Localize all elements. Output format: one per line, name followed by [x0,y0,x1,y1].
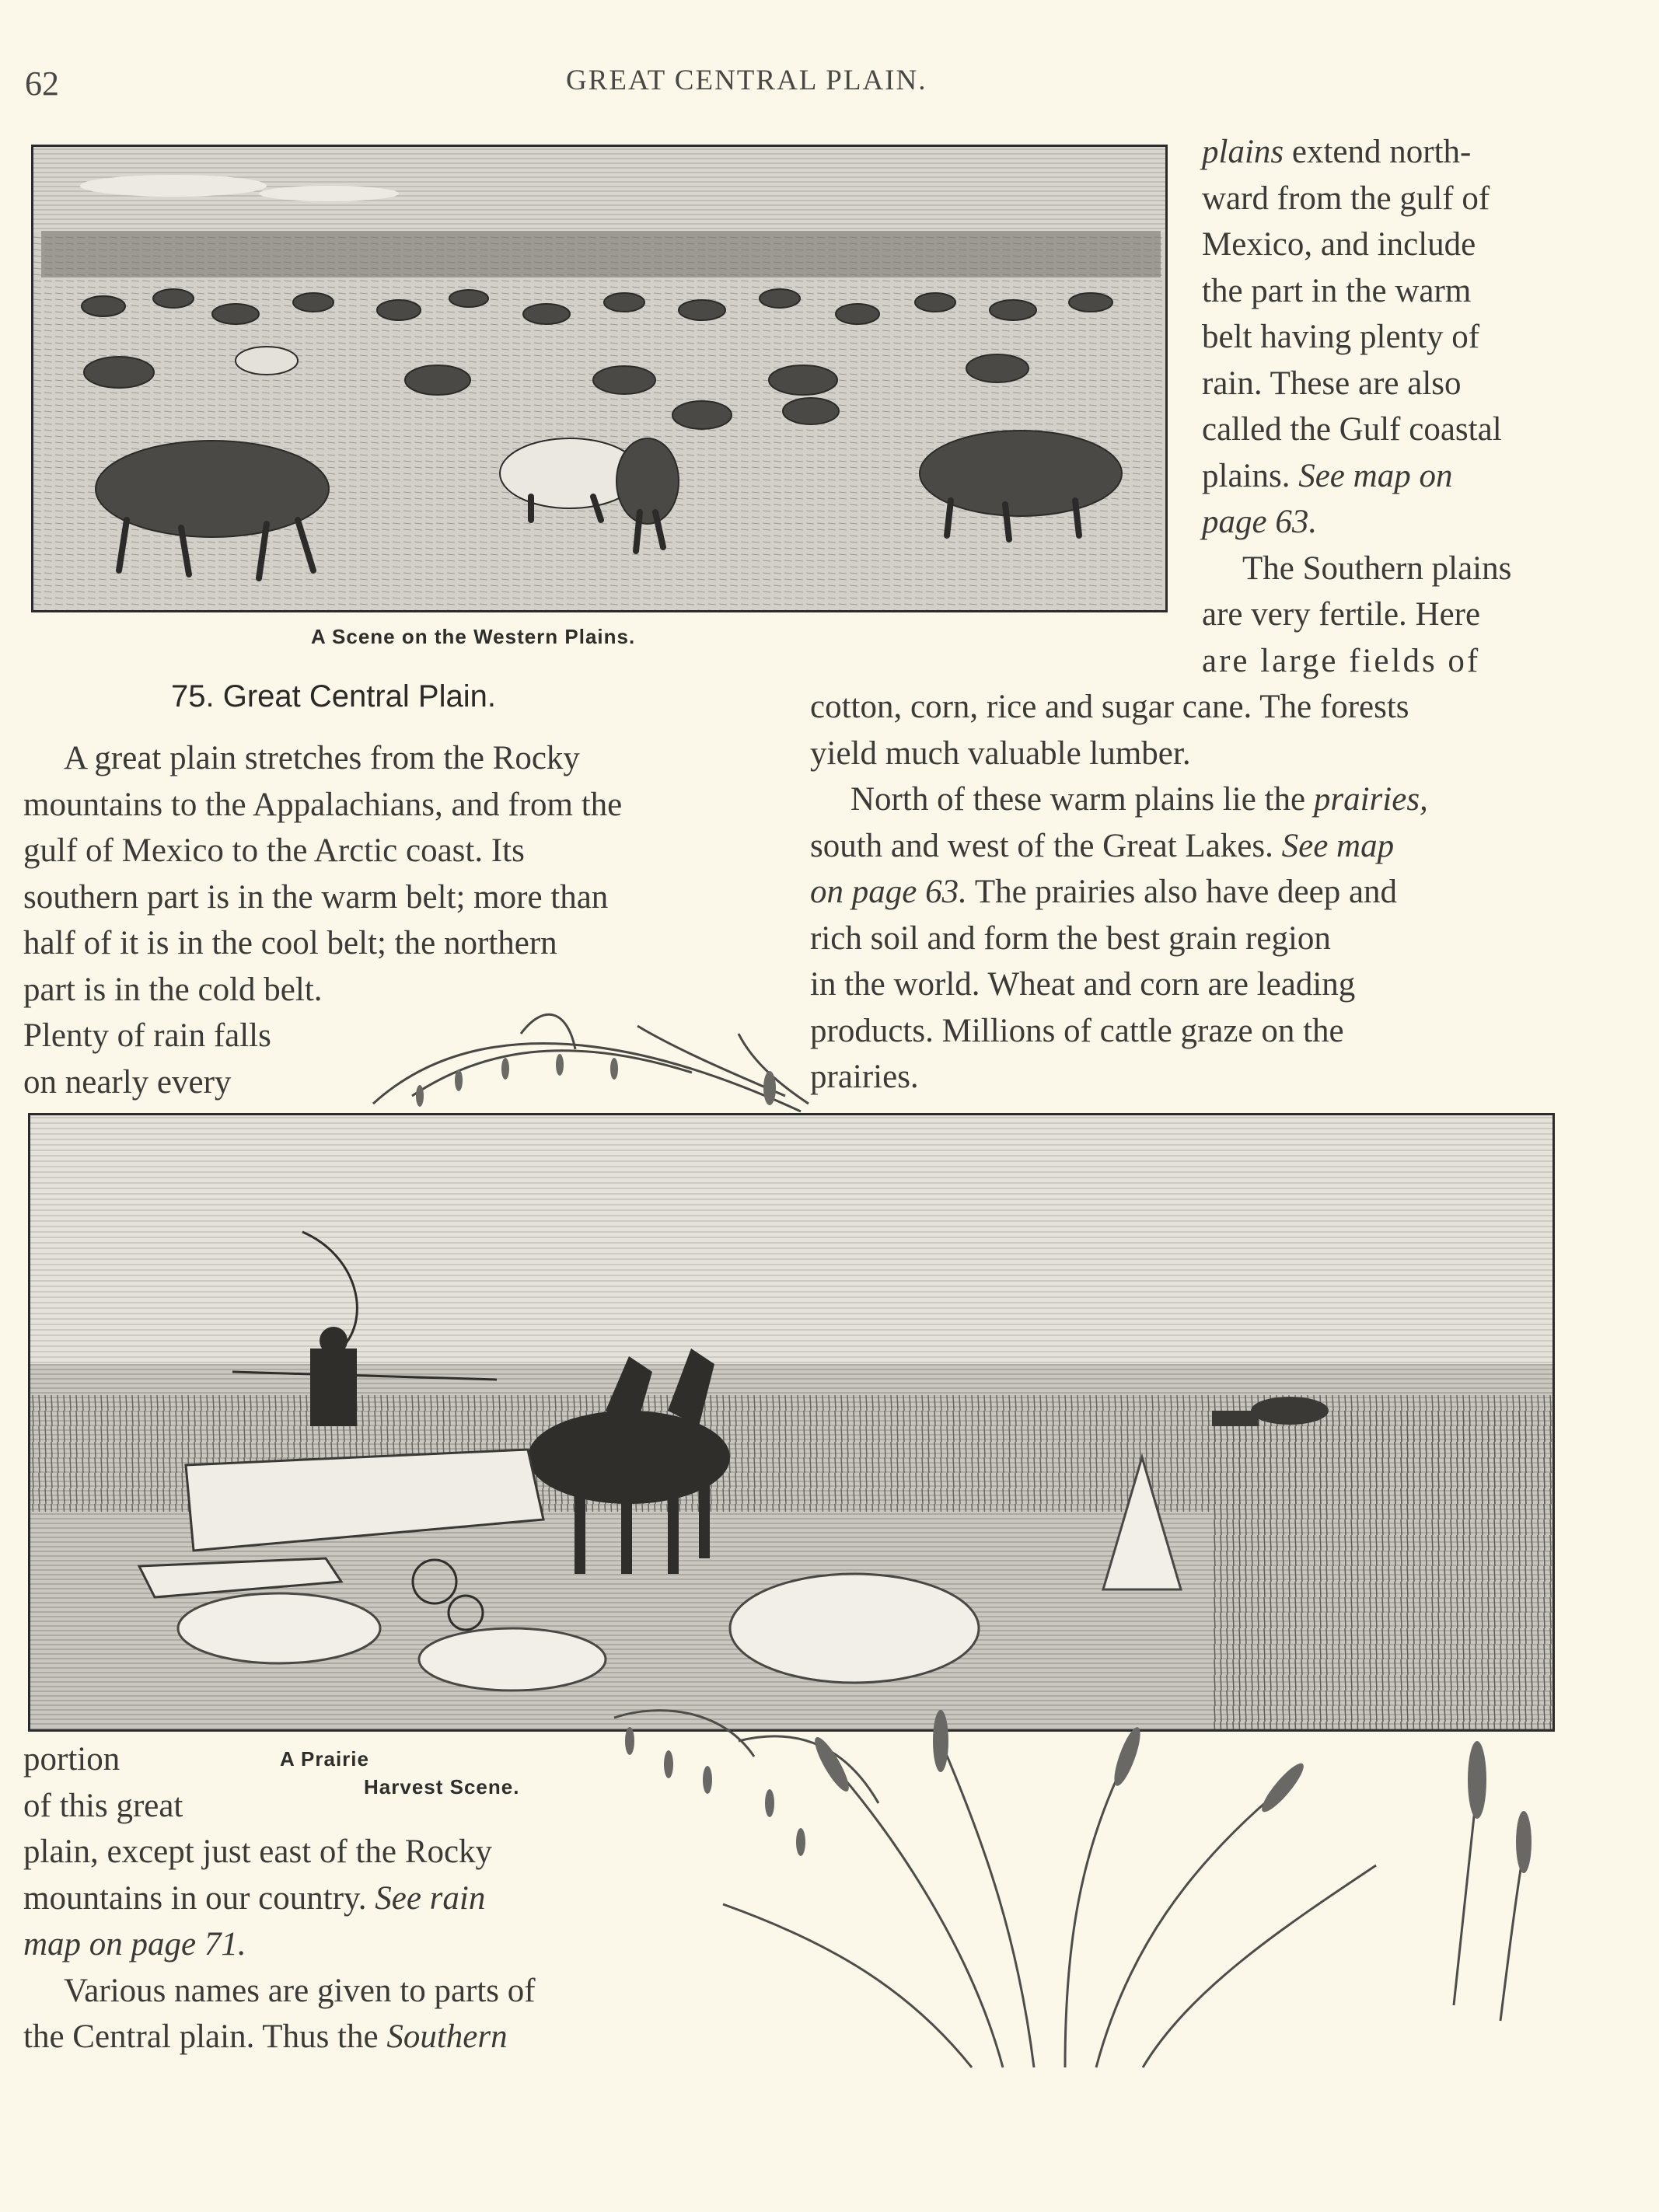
text-line: are large fields of [1202,642,1481,679]
text-line: products. Millions of cattle graze on the [810,1012,1344,1049]
text-line: half of it is in the cool belt; the northern [23,925,557,961]
text-line: The Southern plains [1242,550,1512,587]
text-line: gulf of Mexico to the Arctic coast. Its [23,832,525,869]
text-line: the Central plain. Thus the Southern [23,2018,508,2055]
top-figure-caption: A Scene on the Western Plains. [311,625,636,648]
bottom-figure-caption-line2: Harvest Scene. [364,1775,520,1799]
text-line: belt having plenty of [1202,319,1480,355]
text-line: mountains in our country. See rain [23,1879,486,1917]
text-line: map on page 71. [23,1926,246,1963]
text-line: part is in the cold belt. [23,971,323,1008]
text-line: A great plain stretches from the Rocky [64,740,580,776]
text-line: Mexico, and include [1202,226,1476,263]
text-line: southern part is in the warm belt; more than [23,878,609,916]
grain-stalks-decoration [599,1694,1555,2075]
bottom-figure-caption-line1: A Prairie [280,1747,369,1771]
right-wide-column [810,684,1569,1101]
text-line: plain, except just east of the Rocky [23,1833,493,1870]
wheat-sprig-decoration [365,1003,816,1119]
text-line: plains. See map on [1202,457,1453,494]
text-line: on page 63. The prairies also have deep and [810,874,1398,910]
text-line: page 63. [1202,504,1318,540]
text-line: Various names are given to parts of [64,1972,536,2009]
prairie-harvest-illustration [28,1113,1555,1732]
text-line: of this great [23,1787,183,1824]
running-title: GREAT CENTRAL PLAIN. [566,65,927,96]
text-line: called the Gulf coastal [1202,411,1502,448]
text-line: rain. These are also [1202,365,1462,402]
text-line: in the world. Wheat and corn are leading [810,966,1356,1003]
western-plains-illustration [31,145,1168,612]
text-line: North of these warm plains lie the prairies, [850,781,1428,818]
text-line: portion [23,1741,120,1778]
text-line: the part in the warm [1202,272,1472,309]
text-line: rich soil and form the best grain region [810,919,1331,957]
text-line: cotton, corn, rice and sugar cane. The forests [810,689,1409,725]
page-number: 62 [25,65,59,103]
left-column [23,735,771,1013]
section-heading: 75. Great Central Plain. [171,679,496,713]
text-line: south and west of the Great Lakes. See map [810,827,1395,864]
text-line: on nearly every [23,1063,232,1101]
right-narrow-column [1202,129,1577,684]
text-line: yield much valuable lumber. [810,734,1191,772]
left-column-narrow [23,1013,365,1105]
text-line: mountains to the Appalachians, and from the [23,786,623,823]
text-line: plains extend north- [1202,134,1472,170]
text-line: ward from the gulf of [1202,180,1490,217]
text-line: are very fertile. Here [1202,596,1481,633]
text-line: Plenty of rain falls [23,1017,271,1054]
text-line: prairies. [810,1059,919,1095]
